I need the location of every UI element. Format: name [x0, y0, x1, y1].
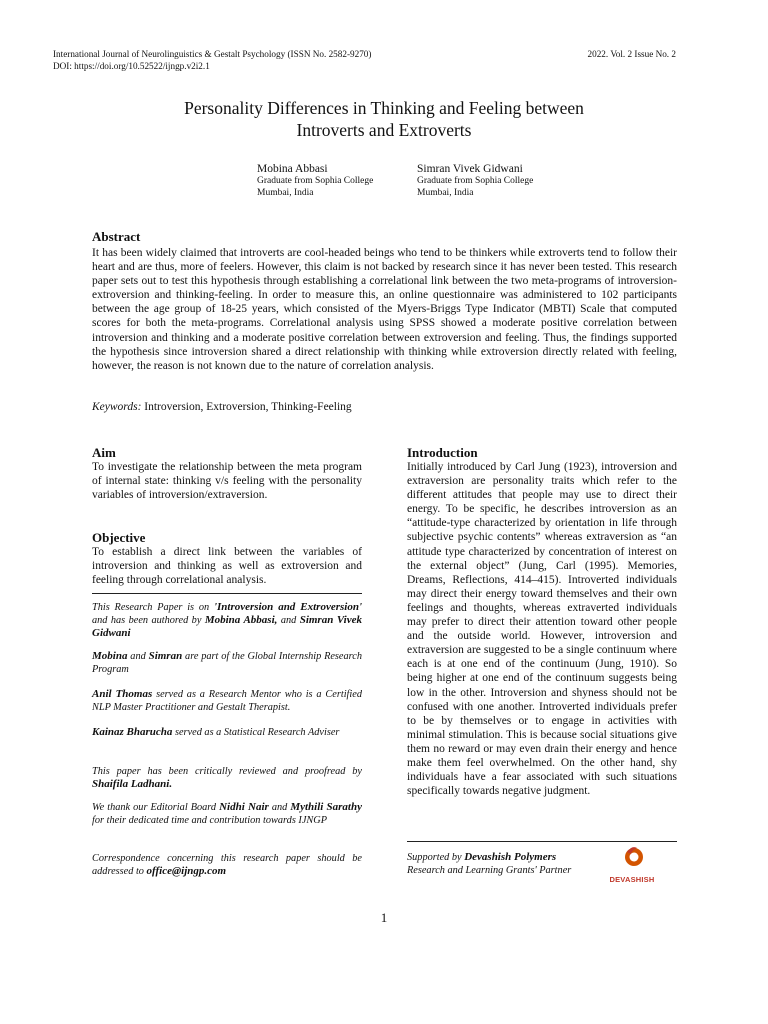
logo-text: DEVASHISH — [609, 875, 655, 884]
doi-link[interactable]: DOI: https://doi.org/10.52522/ijngp.v2i2.1 — [53, 61, 210, 71]
note-thanks: We thank our Editorial Board Nidhi Nair and Mythili Sarathy for their dedicated time and contribution towards IJNGP — [92, 801, 362, 826]
note-review: This paper has been critically reviewed and proofread by Shaifila Ladhani. — [92, 766, 362, 790]
introduction-text: Initially introduced by Carl Jung (1923), introversion and extraversion are personality traits which refer to the different attitudes that people may use to direct their energy. To be specific, he describes introversion as an “attitude-type characterized by orientation in life through subjective psychic contents” whereas extraversion as “an attitude type characterized by concentration of interest on the external object” (Jung, Carl (1995). Memories, Dreams, Reflections, 414–415). Introverted individuals may direct their energy toward themselves and their own feelings and thoughts, whereas extraverted individuals may prefer to direct their attention toward other people and the outside world. However, introversion and extraversion are suggested to be a single continuum where each is at one end of the continuum (Jung, 1910). So being higher at one end of the continuum suggests being low in the other. Introversion and shyness should not be confused with one another. Introverted individuals prefer to be by themselves or to engage in activities with minimal stimulation. This is because social situations give them no reward or may even drain their energy and hence make them feel overwhelmed. On the other hand, shy individuals have a fear associated with such situations specifically towards negative judgment. — [407, 461, 677, 798]
sponsor-name: Devashish Polymers — [464, 851, 557, 863]
abstract-text: It has been widely claimed that introverts are cool-headed beings who tend to be thinkers while extroverts tend to follow their heart and are thus, more of feelers. However, this claim is not backed by research since it has never been tested. This research paper sets out to test this hypothesis through establishing a correlational link between the two meta-programs of introversion-extroversion and thinking-feeling. In order to measure this, an online questionnaire was administered to 102 participants between the age group of 18-25 years, which consisted of the Myers-Briggs Type Indicator (MBTI) Scale that computed scores for both the meta-programs. Correlational analysis using SPSS showed a moderate positive correlation between introversion and thinking and a moderate positive correlation between extroversion and feeling. Thus, the findings supported the hypothesis since introversion shared a direct relationship with thinking while extroversion directly related with feeling, however, the reason is not known due to the nature of correlation analysis. — [92, 247, 677, 372]
author-name: Mobina Abbasi — [257, 163, 328, 175]
note-authorship: This Research Paper is on 'Introversion and Extroversion' and has been authored by Mobina Abbasi, and Simran Vivek Gidwani — [92, 601, 363, 639]
abstract-heading: Abstract — [92, 229, 141, 244]
page-number: 1 — [380, 910, 388, 925]
divider — [407, 841, 677, 842]
title-line-1: Personality Differences in Thinking and Feeling between — [184, 98, 584, 118]
keywords-label: Keywords: — [92, 401, 142, 413]
paper-title — [0, 97, 768, 141]
author-location: Mumbai, India — [417, 187, 474, 198]
aim-text: To investigate the relationship between the meta program of internal state: thinking v/s feeling with the personality variables of introversion/extraversion. — [92, 461, 362, 502]
keywords-list: Introversion, Extroversion, Thinking-Feeling — [141, 401, 352, 413]
contact-email[interactable]: office@ijngp.com — [146, 865, 227, 877]
flame-icon — [608, 844, 656, 870]
author-affiliation: Graduate from Sophia College — [257, 176, 374, 186]
author-2 — [417, 162, 533, 199]
introduction-heading: Introduction — [407, 445, 478, 460]
objective-heading: Objective — [92, 530, 146, 545]
author-location: Mumbai, India — [257, 187, 314, 198]
objective-text: To establish a direct link between the variables of introversion and thinking as well as extroversion and feeling through correlational analysis. — [92, 546, 362, 587]
note-program: Mobina and Simran are part of the Global Internship Research Program — [92, 650, 362, 675]
sponsor-logo — [608, 844, 656, 884]
author-1 — [257, 162, 373, 199]
support-note: Supported by Devashish Polymers Research and Learning Grants' Partner — [407, 851, 572, 876]
divider — [92, 593, 362, 594]
keywords — [92, 400, 677, 414]
author-affiliation: Graduate from Sophia College — [417, 176, 534, 186]
journal-name: International Journal of Neurolinguistics & Gestalt Psychology (ISSN No. 2582-9270) — [53, 49, 372, 59]
issue-info: 2022. Vol. 2 Issue No. 2 — [587, 49, 676, 59]
aim-heading: Aim — [92, 445, 116, 460]
author-name: Simran Vivek Gidwani — [417, 163, 523, 175]
note-adviser: Kainaz Bharucha served as a Statistical Research Adviser — [92, 726, 340, 738]
note-correspondence: Correspondence concerning this research paper should be addressed to office@ijngp.com — [92, 853, 362, 877]
title-line-2: Introverts and Extroverts — [296, 120, 472, 140]
note-mentor: Anil Thomas served as a Research Mentor who is a Certified NLP Master Practitioner and Gestalt Therapist. — [92, 688, 362, 713]
